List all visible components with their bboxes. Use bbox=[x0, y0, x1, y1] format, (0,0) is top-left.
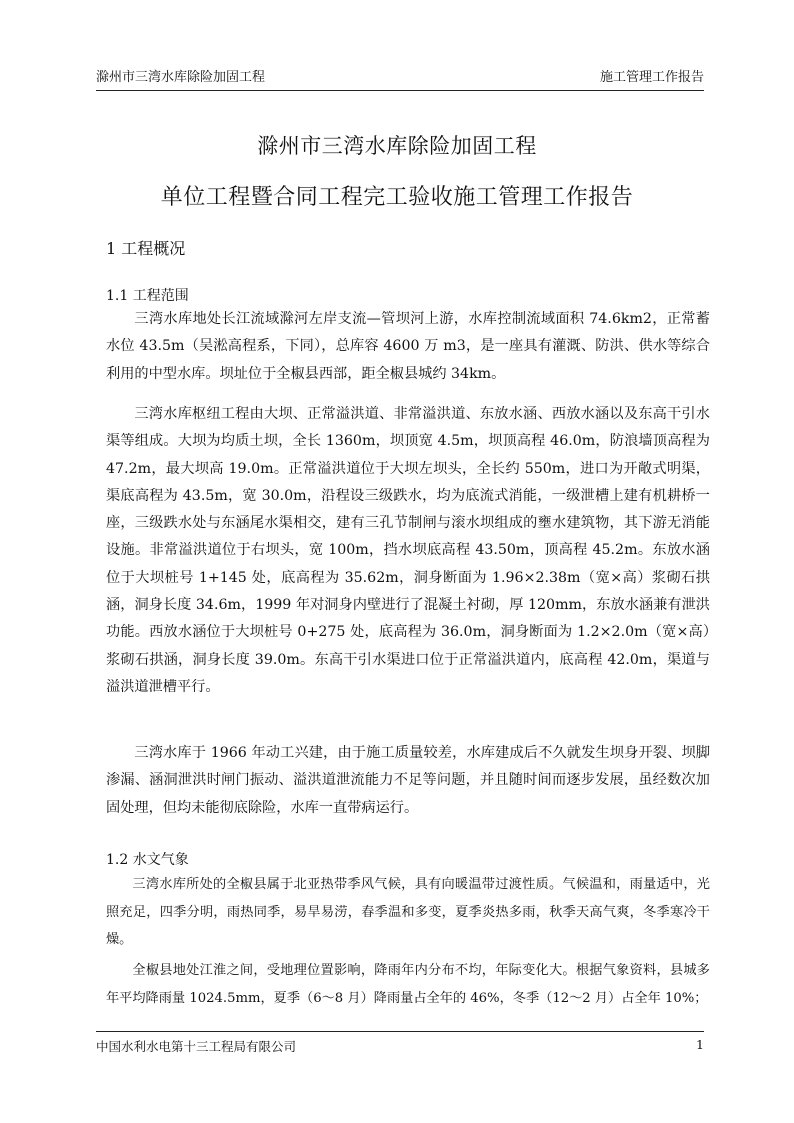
section-heading-1-2: 1.2 水文气象 bbox=[106, 852, 189, 868]
footer-page-number: 1 bbox=[696, 1037, 704, 1052]
paragraph-scope-3: 三湾水库于 1966 年动工兴建，由于施工质量较差，水库建成后不久就发生坝身开裂、坝脚渗漏、涵洞泄洪时闸门振动、溢洪道泄流能力不足等问题，并且随时间而逐步发展，虽经数次加固处理，但均未能彻底除险，水库一直带病运行。 bbox=[106, 745, 710, 816]
document-title-line1: 滁州市三湾水库除险加固工程 bbox=[257, 134, 537, 158]
paragraph-climate-2: 全椒县地处江淮之间，受地理位置影响，降雨年内分布不均，年际变化大。根据气象资料，县城多年平均降雨量 1024.5mm，夏季（6～8 月）降雨量占全年的 46%，冬季（12～2 月）占全年 10%； bbox=[106, 963, 710, 1006]
page-footer bbox=[96, 1031, 704, 1055]
paragraph-scope-1: 三湾水库地处长江流域滁河左岸支流—管坝河上游，水库控制流域面积 74.6km2，正常蓄水位 43.5m（吴淞高程系，下同），总库容 4600 万 m3，是一座具有灌溉、防洪、供水等综合利用的中型水库。坝址位于全椒县西部，距全椒县城约 34km。 bbox=[106, 311, 710, 382]
section-heading-1-1: 1.1 工程范围 bbox=[106, 288, 189, 304]
footer-company: 中国水利水电第十三工程局有限公司 bbox=[96, 1039, 297, 1054]
document-title-line2: 单位工程暨合同工程完工验收施工管理工作报告 bbox=[160, 185, 634, 210]
page-header bbox=[96, 66, 704, 91]
paragraph-climate-1: 三湾水库所处的全椒县属于北亚热带季风气候，具有向暖温带过渡性质。气候温和，雨量适中，光照充足，四季分明，雨热同季，易旱易涝，春季温和多变，夏季炎热多雨，秋季天高气爽，冬季寒冷干燥。 bbox=[106, 877, 710, 947]
section-heading-1: 1 工程概况 bbox=[106, 239, 186, 258]
header-report-name: 施工管理工作报告 bbox=[599, 70, 704, 85]
paragraph-scope-2: 三湾水库枢纽工程由大坝、正常溢洪道、非常溢洪道、东放水涵、西放水涵以及东高干引水渠等组成。大坝为均质土坝，全长 1360m，坝顶宽 4.5m，坝顶高程 46.0m，防浪墙顶高程为 47.2m，最大坝高 19.0m。正常溢洪道位于大坝左坝头，全长约 550m，进口为开敞式明渠，渠底高程为 43.5m，宽 30.0m，沿程设三级跌水，均为底流式消能，一级泄槽上建有机耕桥一座，三级跌水处与东涵尾水渠相交，建有三孔节制闸与滚水坝组成的壅水建筑物，其下游无消能设施。非常溢洪道位于右坝头，宽 100m，挡水坝底高程 43.50m，顶高程 45.2m。东放水涵位于大坝桩号 1+145 处，底高程为 35.62m，洞身断面为 1.96×2.38m（宽×高）浆砌石拱涵，洞身长度 34.6m，1999 年对洞身内壁进行了混凝土衬砌，厚 120mm，东放水涵兼有泄洪功能。西放水涵位于大坝桩号 0+275 处，底高程为 36.0m，洞身断面为 1.2×2.0m（宽×高）浆砌石拱涵，洞身长度 39.0m。东高干引水渠进口位于正常溢洪道内，底高程 42.0m，渠道与溢洪道泄槽平行。 bbox=[106, 406, 710, 695]
header-project-name: 滁州市三湾水库除险加固工程 bbox=[96, 70, 266, 85]
